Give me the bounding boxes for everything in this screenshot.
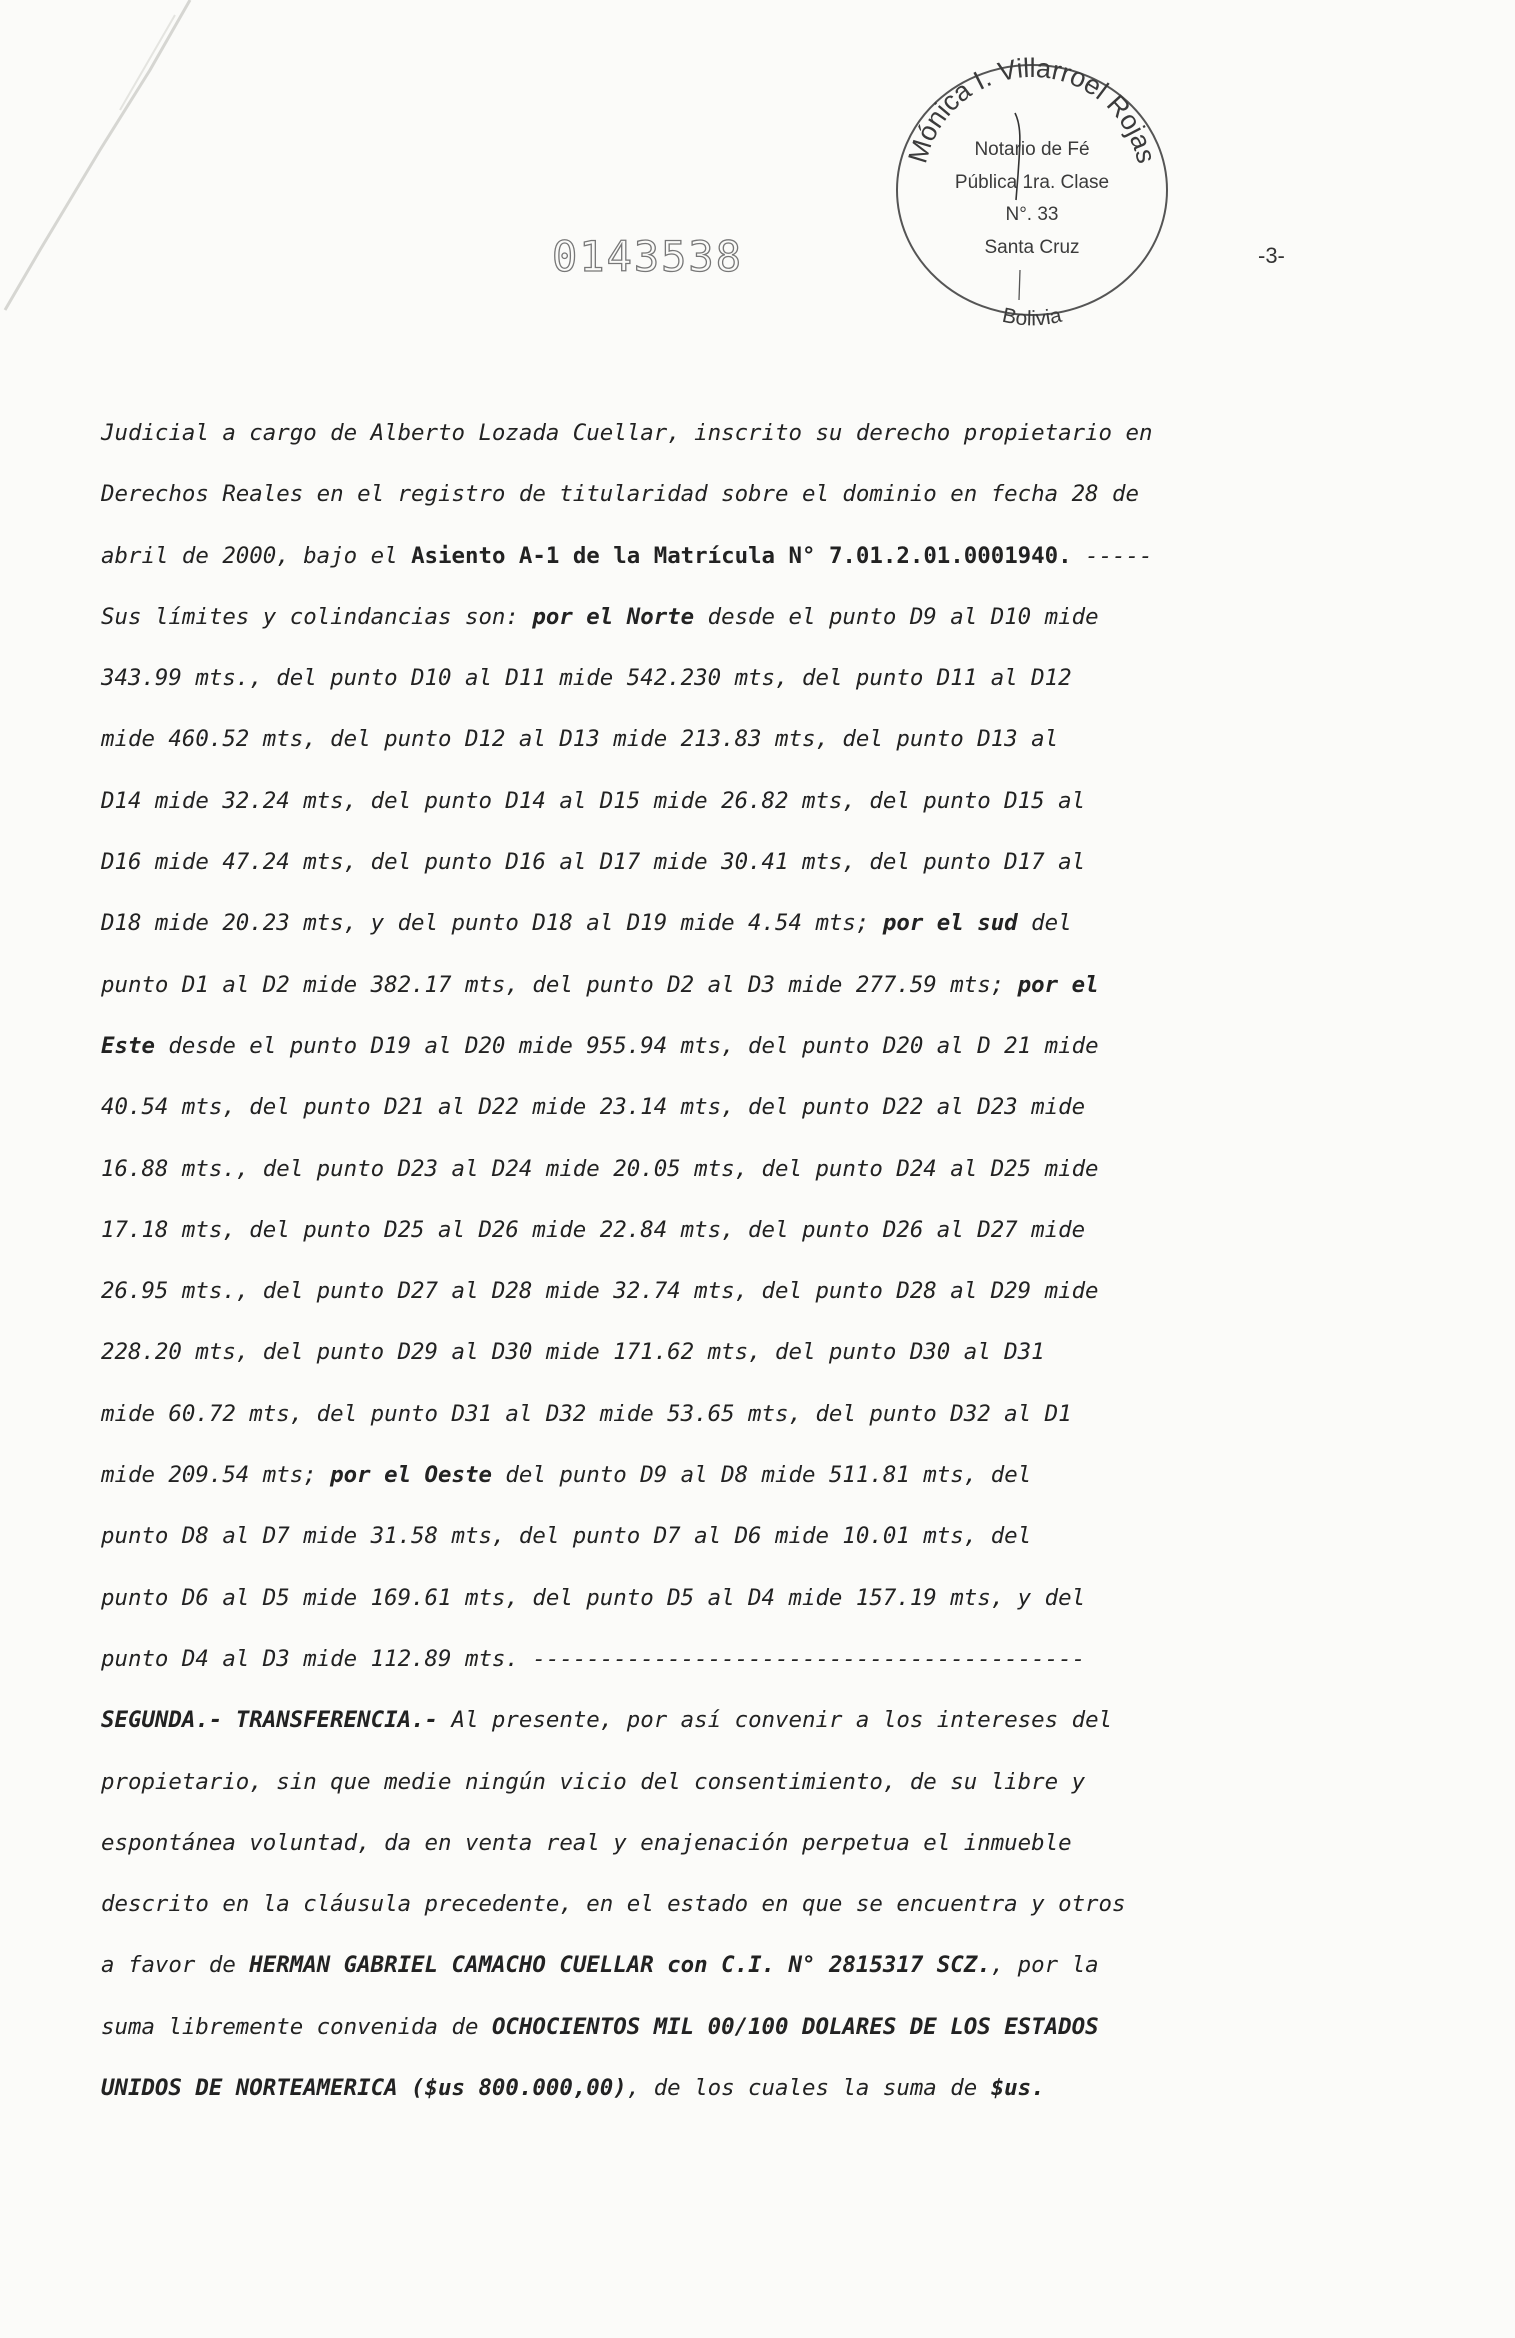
text-segment: a favor de	[101, 1952, 250, 1979]
text-segment: del punto D9 al D8 mide 511.81 mts, del	[491, 1462, 1032, 1489]
text-segment: suma libremente convenida de	[101, 2013, 492, 2040]
seal-name: Mónica I. Villarroel Rojas	[902, 55, 1162, 167]
serial-number: 0143538	[552, 232, 744, 281]
text-segment: descrito en la cláusula precedente, en el estado en que se encuentra y otros	[101, 1891, 1126, 1918]
text-line	[101, 464, 1316, 525]
signature-tail	[1019, 270, 1020, 300]
notary-seal	[882, 55, 1182, 330]
text-segment: 228.20 mts, del punto D29 al D30 mide 171.62 mts, del punto D30 al D31	[101, 1339, 1045, 1366]
text-line	[101, 1997, 1316, 2058]
text-segment: punto D4 al D3 mide 112.89 mts. -----------------------------------------	[101, 1645, 1086, 1672]
bold-italic-text: por el	[1017, 971, 1099, 998]
text-segment: D18 mide 20.23 mts, y del punto D18 al D19 mide 4.54 mts;	[101, 910, 883, 937]
text-segment: 16.88 mts., del punto D23 al D24 mide 20.05 mts, del punto D24 al D25 mide	[101, 1155, 1099, 1182]
text-segment: punto D1 al D2 mide 382.17 mts, del punto D2 al D3 mide 277.59 mts;	[101, 971, 1018, 998]
text-line	[101, 648, 1316, 709]
text-segment: mide 209.54 mts;	[101, 1462, 331, 1489]
text-segment: punto D8 al D7 mide 31.58 mts, del punto D7 al D6 mide 10.01 mts, del	[101, 1523, 1032, 1550]
text-line	[101, 1077, 1316, 1138]
bold-italic-text: OCHOCIENTOS MIL 00/100 DOLARES DE LOS ESTADOS	[491, 2013, 1099, 2040]
text-segment: 17.18 mts, del punto D25 al D26 mide 22.84 mts, del punto D26 al D27 mide	[101, 1216, 1086, 1243]
text-line	[101, 1322, 1316, 1383]
text-segment: desde el punto D19 al D20 mide 955.94 mts, del punto D20 al D 21 mide	[154, 1032, 1099, 1059]
text-line	[101, 1752, 1316, 1813]
text-line	[101, 526, 1316, 587]
text-line	[101, 709, 1316, 770]
text-segment: Al presente, por así convenir a los intereses del	[438, 1707, 1113, 1734]
bold-italic-text: UNIDOS DE NORTEAMERICA ($us 800.000,00)	[101, 2075, 627, 2102]
text-line	[101, 1139, 1316, 1200]
text-line	[101, 771, 1316, 832]
page-number: -3-	[1258, 243, 1285, 268]
bold-text: Asiento A-1 de la Matrícula N° 7.01.2.01.0001940.	[411, 542, 1072, 569]
text-segment: del	[1017, 910, 1072, 937]
text-line	[101, 2058, 1316, 2119]
text-line	[101, 1384, 1316, 1445]
bold-italic-text: SEGUNDA.- TRANSFERENCIA.-	[101, 1707, 439, 1734]
paper-crease-mark	[0, 0, 260, 330]
text-line	[101, 1016, 1316, 1077]
text-line	[101, 1874, 1316, 1935]
bold-italic-text: HERMAN GABRIEL CAMACHO CUELLAR con C.I. N° 2815317 SCZ.	[249, 1952, 991, 1979]
text-line	[101, 1813, 1316, 1874]
text-line	[101, 1568, 1316, 1629]
seal-line-3: N°. 33	[1005, 204, 1059, 225]
text-segment: 26.95 mts., del punto D27 al D28 mide 32.74 mts, del punto D28 al D29 mide	[101, 1278, 1099, 1305]
bold-italic-text: $us.	[990, 2075, 1045, 2102]
text-segment: mide 60.72 mts, del punto D31 al D32 mide 53.65 mts, del punto D32 al D1	[101, 1400, 1072, 1427]
text-segment: D14 mide 32.24 mts, del punto D14 al D15 mide 26.82 mts, del punto D15 al	[101, 787, 1086, 814]
seal-line-1: Notario de Fé	[974, 139, 1090, 160]
text-segment: 40.54 mts, del punto D21 al D22 mide 23.14 mts, del punto D22 al D23 mide	[101, 1094, 1086, 1121]
text-line	[101, 832, 1316, 893]
text-line	[101, 1506, 1316, 1567]
text-segment: , de los cuales la suma de	[626, 2075, 991, 2102]
text-segment: Judicial a cargo de Alberto Lozada Cuellar, inscrito su derecho propietario en	[101, 420, 1153, 446]
text-line	[101, 1629, 1316, 1690]
bold-italic-text: por el Oeste	[330, 1462, 492, 1489]
text-line	[101, 1445, 1316, 1506]
bold-italic-text: por el Norte	[532, 603, 695, 630]
bold-italic-text: Este	[101, 1032, 155, 1059]
text-segment: espontánea voluntad, da en venta real y enajenación perpetua el inmueble	[101, 1829, 1072, 1856]
text-segment: punto D6 al D5 mide 169.61 mts, del punto D5 al D4 mide 157.19 mts, y del	[101, 1584, 1086, 1611]
text-segment: desde el punto D9 al D10 mide	[694, 603, 1099, 630]
text-segment: abril de 2000, bajo el	[101, 542, 412, 569]
seal-line-4: Santa Cruz	[984, 237, 1080, 258]
text-line	[101, 587, 1316, 648]
text-segment: , por la	[990, 1952, 1099, 1979]
text-line	[101, 1935, 1316, 1996]
text-segment: 343.99 mts., del punto D10 al D11 mide 542.230 mts, del punto D11 al D12	[101, 665, 1072, 692]
text-segment: D16 mide 47.24 mts, del punto D16 al D17 mide 30.41 mts, del punto D17 al	[101, 849, 1086, 876]
text-line	[101, 893, 1316, 954]
text-line	[101, 1690, 1316, 1751]
text-segment: propietario, sin que medie ningún vicio del consentimiento, de su libre y	[101, 1768, 1086, 1795]
text-line	[101, 955, 1316, 1016]
seal-country: Bolivia	[1000, 303, 1064, 330]
text-segment: -----	[1071, 542, 1153, 569]
text-segment: mide 460.52 mts, del punto D12 al D13 mide 213.83 mts, del punto D13 al	[101, 726, 1059, 753]
text-line	[101, 1261, 1316, 1322]
bold-italic-text: por el sud	[882, 910, 1018, 937]
document-body	[101, 403, 1316, 2119]
text-segment: Sus límites y colindancias son:	[101, 603, 533, 630]
text-line	[101, 1200, 1316, 1261]
text-segment: Derechos Reales en el registro de titularidad sobre el dominio en fecha 28 de	[101, 481, 1139, 508]
text-line	[101, 403, 1316, 464]
seal-line-2: Pública 1ra. Clase	[954, 172, 1110, 193]
